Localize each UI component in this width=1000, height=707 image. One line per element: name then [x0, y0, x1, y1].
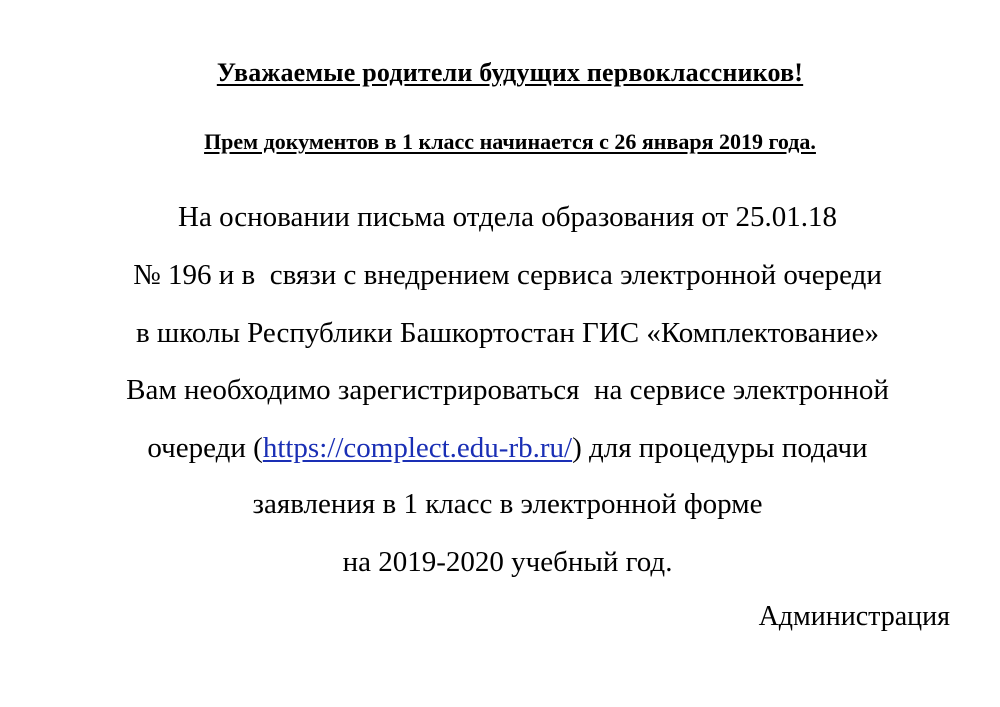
body-line-5-suffix: ) для процедуры подачи — [572, 432, 868, 464]
body-line-4: Вам необходимо зарегистрироваться на сервисе электронной — [126, 374, 889, 406]
registration-link[interactable]: https://complect.edu-rb.ru/ — [262, 432, 573, 464]
notice-subtitle: Прем документов в 1 класс начинается с 26 января 2019 года. — [204, 129, 816, 154]
body-line-2: № 196 и в связи с внедрением сервиса электронной очереди — [133, 259, 882, 291]
notice-title: Уважаемые родители будущих первоклассников! — [216, 58, 804, 87]
body-line-6: заявления в 1 класс в электронной форме — [252, 488, 763, 520]
body-line-3: в школы Республики Башкортостан ГИС «Комплектование» — [135, 317, 880, 349]
body-line-1: На основании письма отдела образования от 25.01.18 — [178, 201, 837, 233]
body-line-7: на 2019-2020 учебный год. — [342, 546, 673, 578]
body-line-5 — [0, 431, 1000, 465]
body-line-5-prefix: очереди ( — [147, 432, 263, 464]
signature: Администрация — [758, 601, 950, 632]
